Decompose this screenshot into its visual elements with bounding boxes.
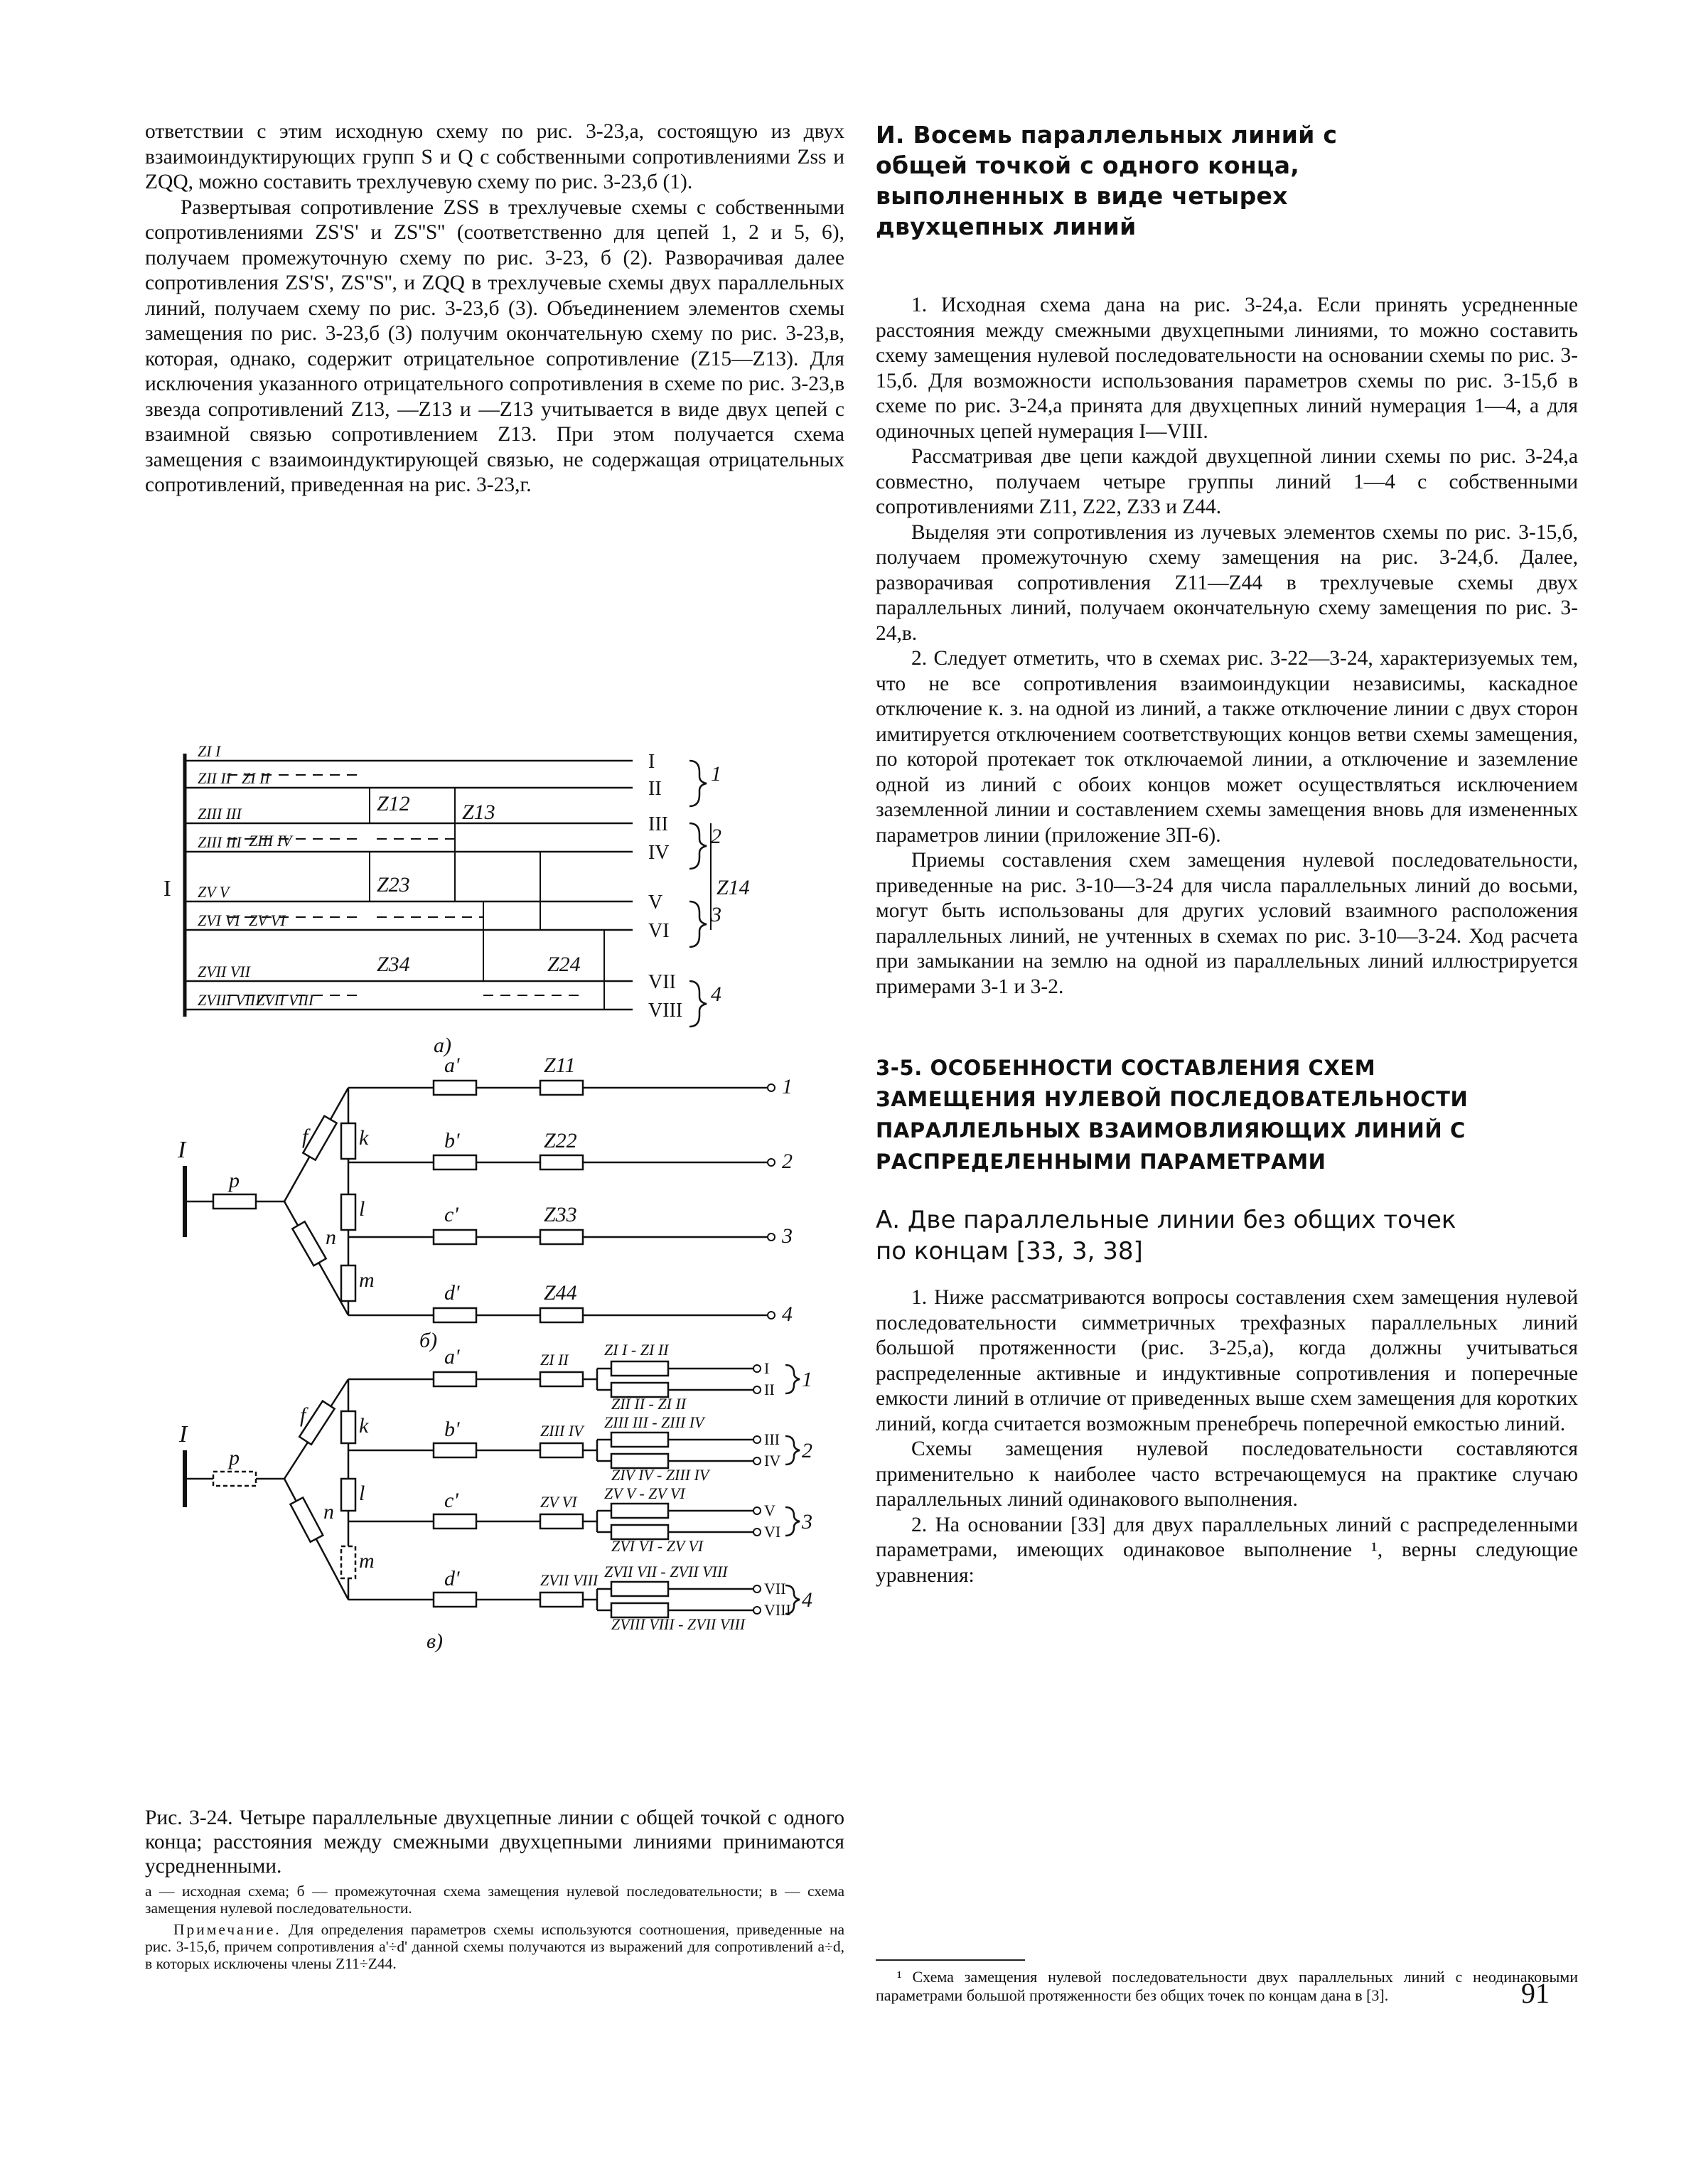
paragraph: Развертывая сопротивление ZSS в трехлучевые схемы с собственными сопротивлениями ZS'S' и ZS''S'' (соответственно для цепей 1, 2 и 5, 6), получаем промежуточную схему по рис. 3-23, б (2). Разворачивая далее сопротивления ZS'S', ZS''S'', и ZQQ в трехлучевые схемы двух параллельных линий, получаем схему по рис. 3-23,б (3). Объединением элементов схемы замещения по рис. 3-23,б (3) получим окончательную схему по рис. 3-23,в, которая, однако, содержит отрицательное сопротивление (Z15—Z13). Для исключения указанного отрицательного сопротивления в схеме по рис. 3-23,в звезда сопротивлений Z13, —Z13 и —Z13 учитывается в виде двух цепей с взаимной связью сопротивлением Z13. При этом получается схема замещения с взаимоиндуктирующей связью, не содержащая отрицательных сопротивлений, приведенная на рис. 3-23,г. bbox=[145, 196, 844, 496]
svg-text:c': c' bbox=[444, 1489, 458, 1512]
svg-text:k: k bbox=[359, 1414, 369, 1438]
svg-text:ZV VI: ZV VI bbox=[249, 911, 286, 929]
figure-caption: Рис. 3-24. Четыре параллельные двухцепные линии с общей точкой с одного конца; расстояния между смежными двухцепными линиями принимаются усредненными. bbox=[145, 1806, 844, 1878]
svg-text:Z34: Z34 bbox=[377, 953, 410, 976]
svg-text:ZI II: ZI II bbox=[540, 1351, 569, 1369]
svg-text:Z13: Z13 bbox=[462, 801, 495, 824]
svg-text:ZV VI: ZV VI bbox=[540, 1493, 577, 1511]
svg-text:ZVI VI - ZV VI: ZVI VI - ZV VI bbox=[611, 1537, 704, 1555]
svg-text:V: V bbox=[648, 892, 663, 914]
svg-text:ZV V - ZV VI: ZV V - ZV VI bbox=[604, 1484, 685, 1502]
paragraph: ответствии с этим исходную схему по рис. 3-23,а, состоящую из двух взаимоиндуктирующих групп S и Q с собственными сопротивлениями Zss и ZQQ, можно составить трехлучевую схему по рис. 3-23,б (1). bbox=[145, 120, 844, 193]
svg-text:f: f bbox=[302, 1125, 308, 1148]
svg-text:VI: VI bbox=[648, 920, 670, 942]
figure-c-labels bbox=[178, 1341, 812, 1653]
svg-text:ZIII III: ZIII III bbox=[198, 833, 242, 851]
svg-text:3: 3 bbox=[802, 1510, 812, 1533]
svg-text:n: n bbox=[326, 1226, 336, 1249]
svg-text:ZIII IV: ZIII IV bbox=[249, 832, 292, 850]
svg-text:1: 1 bbox=[711, 762, 721, 786]
svg-text:ZIII IV: ZIII IV bbox=[540, 1422, 584, 1440]
note-label: Примечание. bbox=[173, 1921, 281, 1938]
svg-text:VII: VII bbox=[764, 1580, 786, 1597]
paragraph: Рассматривая две цепи каждой двухцепной линии схемы по рис. 3-24,а совместно, получаем четыре группы линий 1—4 с собственными сопротивлениями Z11, Z22, Z33 и Z44. bbox=[876, 445, 1578, 518]
svg-text:f: f bbox=[300, 1403, 306, 1427]
svg-text:ZVII VII: ZVII VII bbox=[198, 963, 250, 980]
svg-text:VIII: VIII bbox=[648, 1000, 683, 1022]
svg-text:ZVII VII - ZVII VIII: ZVII VII - ZVII VIII bbox=[604, 1563, 728, 1580]
svg-text:II: II bbox=[648, 778, 662, 800]
svg-text:а): а) bbox=[434, 1034, 451, 1057]
svg-text:ZII II: ZII II bbox=[198, 769, 232, 787]
svg-text:ZI I: ZI I bbox=[198, 742, 221, 760]
figure-legend: а — исходная схема; б — промежуточная схема замещения нулевой последовательности; в — схема замещения нулевой последовательности. bbox=[145, 1883, 844, 1917]
figure-a bbox=[185, 754, 711, 1027]
svg-text:1: 1 bbox=[802, 1368, 812, 1391]
svg-text:4: 4 bbox=[802, 1588, 812, 1612]
svg-text:p: p bbox=[229, 1446, 240, 1470]
svg-text:ZIII III - ZIII IV: ZIII III - ZIII IV bbox=[604, 1413, 704, 1431]
svg-text:ZVI VI: ZVI VI bbox=[198, 911, 240, 929]
svg-text:б): б) bbox=[419, 1329, 438, 1352]
svg-text:Z22: Z22 bbox=[544, 1129, 577, 1152]
figure-note bbox=[145, 1921, 844, 1972]
svg-text:I: I bbox=[178, 1137, 186, 1163]
section-heading-3-5: 3-5. ОСОБЕННОСТИ СОСТАВЛЕНИЯ СХЕМ ЗАМЕЩЕНИЯ НУЛЕВОЙ ПОСЛЕДОВАТЕЛЬНОСТИ ПАРАЛЛЕЛЬНЫХ ВЗАИМОВЛИЯЮЩИХ ЛИНИЙ С РАСПРЕДЕЛЕННЫМИ ПАРАМЕТРАМИ bbox=[876, 1056, 1469, 1174]
svg-text:b': b' bbox=[444, 1418, 460, 1441]
svg-text:V: V bbox=[764, 1502, 775, 1519]
svg-text:4: 4 bbox=[711, 983, 721, 1006]
svg-text:d': d' bbox=[444, 1281, 460, 1305]
paragraph: Приемы составления схем замещения нулевой последовательности, приведенные на рис. 3-10—3-24 для числа параллельных линий до восьми, могут быть использованы для других условий взаимного расположения параллельных линий, не учтенных в схемах по рис. 3-10—3-24. Ход расчета при замыкании на землю на одной из параллельных линий иллюстрируется примерами 3-1 и 3-2. bbox=[876, 849, 1578, 998]
figure-b bbox=[185, 1081, 775, 1322]
svg-text:IV: IV bbox=[764, 1452, 781, 1470]
svg-text:ZIV IV - ZIII IV: ZIV IV - ZIII IV bbox=[611, 1466, 709, 1484]
paragraph: 1. Исходная схема дана на рис. 3-24,а. Если принять усредненные расстояния между смежными двухцепными линиями, то можно составить схему замещения нулевой последовательности на основании схемы по рис. 3-15,б. Для возможности использования параметров схемы по рис. 3-15,б в схеме по рис. 3-24,а принята для двухцепных линий нумерация 1—4, а для одиночных цепей нумерация I—VIII. bbox=[876, 294, 1578, 443]
subsection-heading-a: А. Две параллельные линии без общих точек по концам [33, 3, 38] bbox=[876, 1206, 1456, 1265]
svg-text:Z24: Z24 bbox=[547, 953, 581, 976]
svg-text:VIII: VIII bbox=[764, 1601, 791, 1619]
svg-text:ZVIII VIII: ZVIII VIII bbox=[198, 991, 261, 1009]
svg-text:III: III bbox=[648, 813, 668, 835]
svg-text:l: l bbox=[359, 1482, 365, 1505]
svg-text:Z14: Z14 bbox=[716, 876, 750, 899]
svg-text:ZVII VIII: ZVII VIII bbox=[540, 1571, 599, 1589]
figure-caption-block bbox=[145, 1806, 844, 1972]
svg-text:k: k bbox=[359, 1126, 369, 1150]
svg-text:I: I bbox=[764, 1359, 770, 1377]
svg-text:2: 2 bbox=[711, 825, 721, 848]
svg-text:VI: VI bbox=[764, 1523, 781, 1541]
svg-text:ZII II - ZI II: ZII II - ZI II bbox=[611, 1395, 687, 1413]
svg-text:ZVIII VIII - ZVII VIII: ZVIII VIII - ZVII VIII bbox=[611, 1615, 746, 1633]
svg-text:Z12: Z12 bbox=[377, 792, 410, 815]
paragraph: Схемы замещения нулевой последовательности составляются применительно к наиболее часто встречающемуся на практике случаю параллельных линий одинакового выполнения. bbox=[876, 1438, 1578, 1511]
figure-3-24 bbox=[142, 739, 846, 1777]
svg-text:I: I bbox=[648, 751, 655, 773]
note-text: Для определения параметров схемы используются соотношения, приведенные на рис. 3-15,б, причем сопротивления a'÷d' данной схемы получаются из выражений для сопротивлений a÷d, в которых исключены члены Z11÷Z44. bbox=[145, 1921, 844, 1972]
svg-text:I: I bbox=[179, 1421, 188, 1447]
svg-text:b': b' bbox=[444, 1129, 460, 1152]
svg-text:I: I bbox=[163, 875, 171, 901]
right-column bbox=[876, 119, 1578, 1588]
svg-text:d': d' bbox=[444, 1567, 460, 1590]
svg-text:Z11: Z11 bbox=[544, 1054, 576, 1077]
footnote: ¹ Схема замещения нулевой последовательности двух параллельных линий с неодинаковыми параметрами большой протяженности без общих точек по концам дана в [3]. bbox=[876, 1968, 1578, 2004]
svg-text:в): в) bbox=[426, 1629, 444, 1653]
svg-text:ZI II: ZI II bbox=[242, 769, 270, 787]
svg-text:m: m bbox=[359, 1268, 375, 1292]
svg-text:ZV V: ZV V bbox=[198, 883, 230, 901]
footnote-rule bbox=[876, 1959, 1025, 1961]
footnote-block bbox=[876, 1959, 1578, 2005]
svg-text:p: p bbox=[229, 1169, 240, 1192]
svg-text:3: 3 bbox=[782, 1224, 793, 1248]
svg-text:c': c' bbox=[444, 1203, 458, 1226]
figure-b-labels bbox=[177, 1054, 793, 1352]
svg-text:II: II bbox=[764, 1381, 775, 1398]
paragraph: Выделяя эти сопротивления из лучевых элементов схемы по рис. 3-15,б, получаем промежуточную схему замещения на рис. 3-24,б. Далее, разворачивая сопротивления Z11—Z44 в трехлучевые схемы двух параллельных линий, получаем окончательную схему замещения по рис. 3-24,в. bbox=[876, 520, 1578, 645]
left-column bbox=[145, 119, 844, 498]
svg-text:l: l bbox=[359, 1197, 365, 1221]
svg-text:1: 1 bbox=[782, 1075, 793, 1098]
svg-text:a': a' bbox=[444, 1054, 460, 1077]
svg-text:ZI I - ZI II: ZI I - ZI II bbox=[604, 1341, 669, 1359]
svg-text:2: 2 bbox=[802, 1439, 812, 1462]
page-number: 91 bbox=[1521, 1977, 1550, 2009]
svg-text:m: m bbox=[359, 1549, 375, 1573]
svg-text:Z23: Z23 bbox=[377, 873, 410, 896]
svg-text:3: 3 bbox=[711, 903, 721, 926]
svg-text:IV: IV bbox=[648, 842, 670, 864]
svg-text:VII: VII bbox=[648, 971, 676, 993]
svg-text:a': a' bbox=[444, 1345, 460, 1369]
paragraph: 1. Ниже рассматриваются вопросы составления схем замещения нулевой последовательности симметричных трехфазных параллельных линий большой протяженности (рис. 3-25,а), когда должны учитываться распределенные активные и индуктивные сопротивления и поперечные емкости линий в отличие от приведенных выше схем замещения для коротких линий, когда считается возможным пренебречь поперечной емкостью линий. bbox=[876, 1286, 1578, 1435]
svg-text:n: n bbox=[323, 1500, 334, 1524]
svg-text:Z33: Z33 bbox=[544, 1203, 577, 1226]
svg-text:2: 2 bbox=[782, 1150, 793, 1173]
svg-text:ZIII III: ZIII III bbox=[198, 805, 242, 823]
svg-text:ZVII VIII: ZVII VIII bbox=[256, 991, 314, 1009]
paragraph: 2. Следует отметить, что в схемах рис. 3-22—3-24, характеризуемых тем, что не все сопротивления взаимоиндукции независимы, каскадное отключение к. з. на одной из линий, а также отключение линии с двух сторон имитируется отключением соответствующих концов ветви схемы замещения, по которой протекает ток отключаемой линии, а отключение и заземление одной из линий с обоих концов может осуществляться исключением заземленной линии и составлением схемы замещения вновь для измененных параметров линии (приложение 3П-6). bbox=[876, 647, 1578, 847]
svg-text:Z44: Z44 bbox=[544, 1281, 577, 1305]
paragraph: 2. На основании [33] для двух параллельных линий с распределенными параметрами, имеющих одинаковое выполнение ¹, верны следующие уравнения: bbox=[876, 1513, 1578, 1587]
svg-text:4: 4 bbox=[782, 1302, 793, 1326]
svg-text:III: III bbox=[764, 1430, 780, 1448]
section-heading-i: И. Восемь параллельных линий с общей точкой с одного конца, выполненных в виде четырех двухцепных линий bbox=[876, 121, 1338, 240]
